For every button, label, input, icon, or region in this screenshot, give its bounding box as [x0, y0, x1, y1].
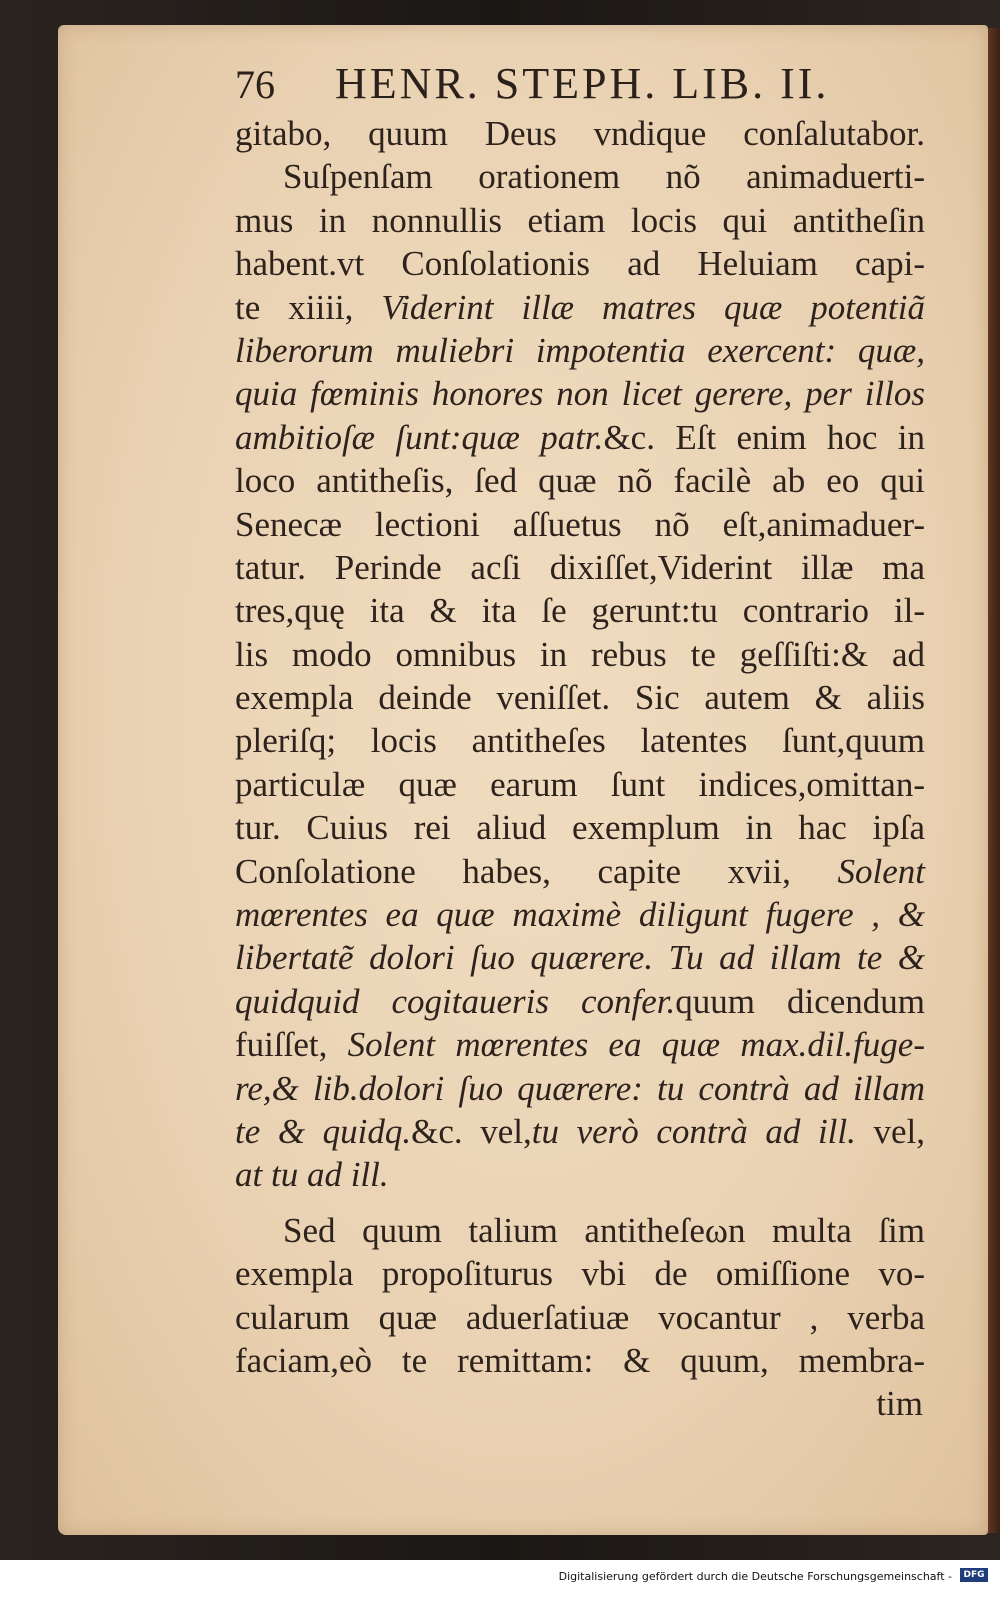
text-span: exempla propoſiturus vbi de omiſſione vo-: [235, 1254, 925, 1294]
text-span: lis modo omnibus in rebus te geſſiſti:& ad: [235, 634, 925, 674]
text-line: [235, 1023, 925, 1066]
italic-quotation: ambitioſæ ſunt:quæ patr.: [235, 417, 604, 457]
text-span: Senecæ lectioni aſſuetus nõ eſt,animaduer-: [235, 504, 925, 544]
italic-quotation: Solent mœrentes ea quæ max.dil.fuge-: [347, 1025, 925, 1065]
text-line: [235, 155, 925, 198]
text-line: [235, 936, 925, 979]
text-line: [235, 286, 925, 329]
text-line: [235, 112, 925, 155]
page-number: 76: [235, 62, 275, 107]
footer-bar: [0, 1560, 1000, 1599]
italic-quotation: liberorum muliebri impotentia exercent: quæ,: [235, 330, 925, 370]
text-line: [235, 676, 925, 719]
text-span: &c. Eſt enim hoc in: [603, 417, 926, 457]
text-span: pleriſq; locis antitheſes latentes ſunt,quum: [235, 721, 925, 761]
page-header: [235, 58, 925, 108]
italic-quotation: te & quidq.: [235, 1111, 412, 1151]
italic-quotation: quia fœminis honores non licet gerere, per illos: [235, 374, 925, 414]
text-line: [235, 1296, 925, 1339]
italic-quotation: mœrentes ea quæ maximè diligunt fugere , &: [235, 895, 925, 935]
text-line: [235, 1209, 925, 1252]
text-span: quum dicendum: [675, 981, 926, 1021]
italic-quotation: libertatẽ dolori ſuo quærere. Tu ad illam te &: [235, 938, 925, 978]
text-span: Sed quum talium antitheſeωn multa ſim: [283, 1210, 925, 1250]
running-head: HENR. STEPH. LIB. II.: [335, 59, 830, 108]
text-span: particulæ quæ earum ſunt indices,omittan-: [235, 764, 925, 804]
text-line: [235, 459, 925, 502]
text-span: tatur. Perinde acſi dixiſſet,Viderint illæ ma: [235, 547, 925, 587]
text-span: te xiiii,: [235, 287, 382, 327]
italic-quotation: Solent: [837, 851, 925, 891]
text-span: cularum quæ aduerſatiuæ vocantur , verba: [235, 1297, 925, 1337]
text-line: [235, 1110, 925, 1153]
text-span: &c. vel,: [411, 1111, 532, 1151]
text-line: [235, 546, 925, 589]
text-line: [235, 372, 925, 415]
text-line: [235, 980, 925, 1023]
text-line: [235, 763, 925, 806]
italic-quotation: re,& lib.dolori ſuo quærere: tu contrà ad illam: [235, 1068, 925, 1108]
text-line: [235, 589, 925, 632]
text-line: [235, 503, 925, 546]
text-span: Suſpenſam orationem nõ animaduerti-: [283, 157, 925, 197]
dfg-logo: DFG: [960, 1568, 988, 1582]
text-line: [235, 633, 925, 676]
text-line: [235, 1067, 925, 1110]
text-span: vel,: [855, 1111, 925, 1151]
text-span: Conſolatione habes, capite xvii,: [235, 851, 838, 891]
text-line: [235, 199, 925, 242]
italic-quotation: quidquid cogitaueris confer.: [235, 981, 676, 1021]
text-line: [235, 1153, 925, 1196]
italic-quotation: at tu ad ill.: [235, 1155, 389, 1195]
text-span: gitabo, quum Deus vndique conſalutabor.: [235, 114, 925, 153]
italic-quotation: Viderint illæ matres quæ potentiã: [381, 287, 926, 327]
text-span: tur. Cuius rei aliud exemplum in hac ipſa: [235, 808, 925, 848]
paragraph-gap: [235, 1197, 925, 1209]
text-line: [235, 719, 925, 762]
text-line: [235, 893, 925, 936]
funding-credit: Digitalisierung gefördert durch die Deutsche Forschungsgemeinschaft -: [558, 1570, 952, 1583]
body-text: [235, 112, 925, 1426]
text-line: [235, 1339, 925, 1382]
text-span: faciam,eò te remittam: & quum, membra-: [235, 1340, 925, 1380]
text-line: [235, 1252, 925, 1295]
text-span: tres,quę ita & ita ſe gerunt:tu contrario il-: [235, 591, 925, 631]
text-line: [235, 329, 925, 372]
text-line: [235, 806, 925, 849]
text-line: [235, 416, 925, 459]
text-span: exempla deinde veniſſet. Sic autem & aliis: [235, 678, 925, 718]
italic-quotation: tu verò contrà ad ill.: [531, 1111, 856, 1151]
text-span: loco antitheſis, ſed quæ nõ facilè ab eo qui: [235, 461, 925, 501]
text-span: habent.vt Conſolationis ad Heluiam capi-: [235, 244, 925, 284]
catchword: tim: [876, 1384, 923, 1424]
text-span: mus in nonnullis etiam locis qui antitheſin: [235, 200, 925, 240]
text-line: [235, 242, 925, 285]
text-span: fuiſſet,: [235, 1025, 348, 1065]
text-line: [235, 850, 925, 893]
